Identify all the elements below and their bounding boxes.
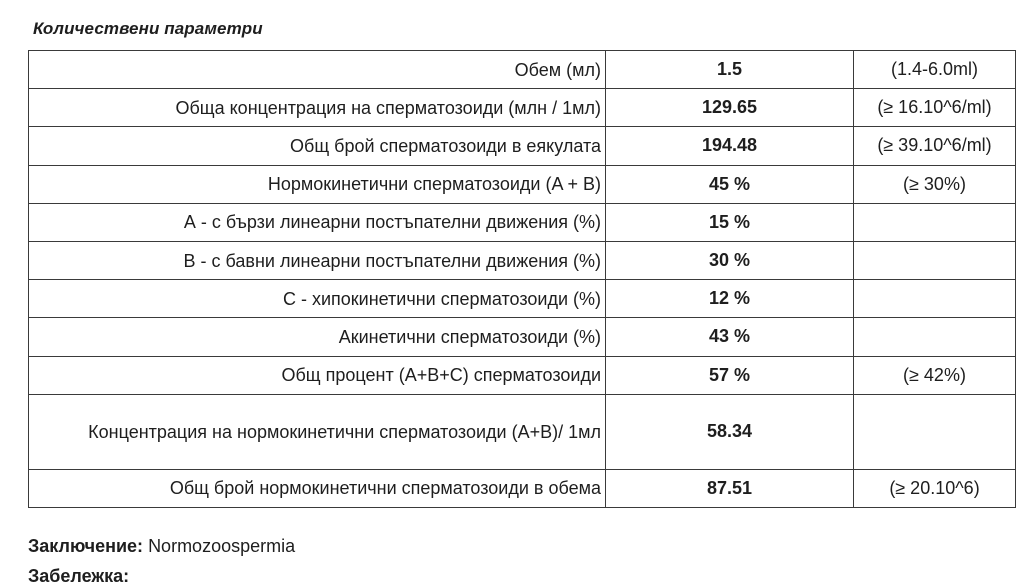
parameter-label: Концентрация на нормокинетични сперматозоиди (A+B)/ 1мл <box>29 394 606 469</box>
reference-range <box>854 318 1016 356</box>
table-row <box>29 280 1016 318</box>
parameter-label: Общ процент (A+B+C) сперматозоиди <box>29 356 606 394</box>
table-row <box>29 469 1016 507</box>
reference-range <box>854 394 1016 469</box>
parameter-value: 194.48 <box>606 127 854 165</box>
reference-range: (1.4-6.0ml) <box>854 51 1016 89</box>
reference-range: (≥ 20.10^6) <box>854 469 1016 507</box>
parameter-label: C - хипокинетични сперматозоиди (%) <box>29 280 606 318</box>
conclusion-value: Normozoospermia <box>148 536 296 556</box>
parameter-value: 15 % <box>606 203 854 241</box>
reference-range <box>854 203 1016 241</box>
table-row <box>29 89 1016 127</box>
table-row <box>29 203 1016 241</box>
reference-range: (≥ 16.10^6/ml) <box>854 89 1016 127</box>
parameter-label: Акинетични сперматозоиди (%) <box>29 318 606 356</box>
parameter-value: 1.5 <box>606 51 854 89</box>
conclusion-label: Заключение: <box>28 536 144 556</box>
parameter-label: B - с бавни линеарни постъпателни движения (%) <box>29 241 606 279</box>
parameter-label: А - с бързи линеарни постъпателни движения (%) <box>29 203 606 241</box>
parameter-label: Обща концентрация на сперматозоиди (млн / 1мл) <box>29 89 606 127</box>
table-row <box>29 241 1016 279</box>
reference-range <box>854 241 1016 279</box>
parameter-value: 45 % <box>606 165 854 203</box>
parameter-label: Общ брой нормокинетични сперматозоиди в обема <box>29 469 606 507</box>
table-row <box>29 318 1016 356</box>
parameter-value: 43 % <box>606 318 854 356</box>
conclusion <box>28 536 295 557</box>
parameter-label: Общ брой сперматозоиди в еякулата <box>29 127 606 165</box>
notes-label: Забележка: <box>28 566 130 586</box>
parameter-value: 58.34 <box>606 394 854 469</box>
section-title: Количествени параметри <box>33 19 263 38</box>
reference-range: (≥ 42%) <box>854 356 1016 394</box>
reference-range <box>854 280 1016 318</box>
parameter-value: 129.65 <box>606 89 854 127</box>
table-row <box>29 394 1016 469</box>
table-row <box>29 356 1016 394</box>
parameter-value: 12 % <box>606 280 854 318</box>
reference-range: (≥ 39.10^6/ml) <box>854 127 1016 165</box>
parameter-value: 30 % <box>606 241 854 279</box>
parameter-label: Нормокинетични сперматозоиди (A + B) <box>29 165 606 203</box>
table-row <box>29 51 1016 89</box>
table-row <box>29 127 1016 165</box>
parameter-value: 87.51 <box>606 469 854 507</box>
table-row <box>29 165 1016 203</box>
parameter-label: Обем (мл) <box>29 51 606 89</box>
parameters-table <box>28 50 1016 508</box>
parameter-value: 57 % <box>606 356 854 394</box>
reference-range: (≥ 30%) <box>854 165 1016 203</box>
